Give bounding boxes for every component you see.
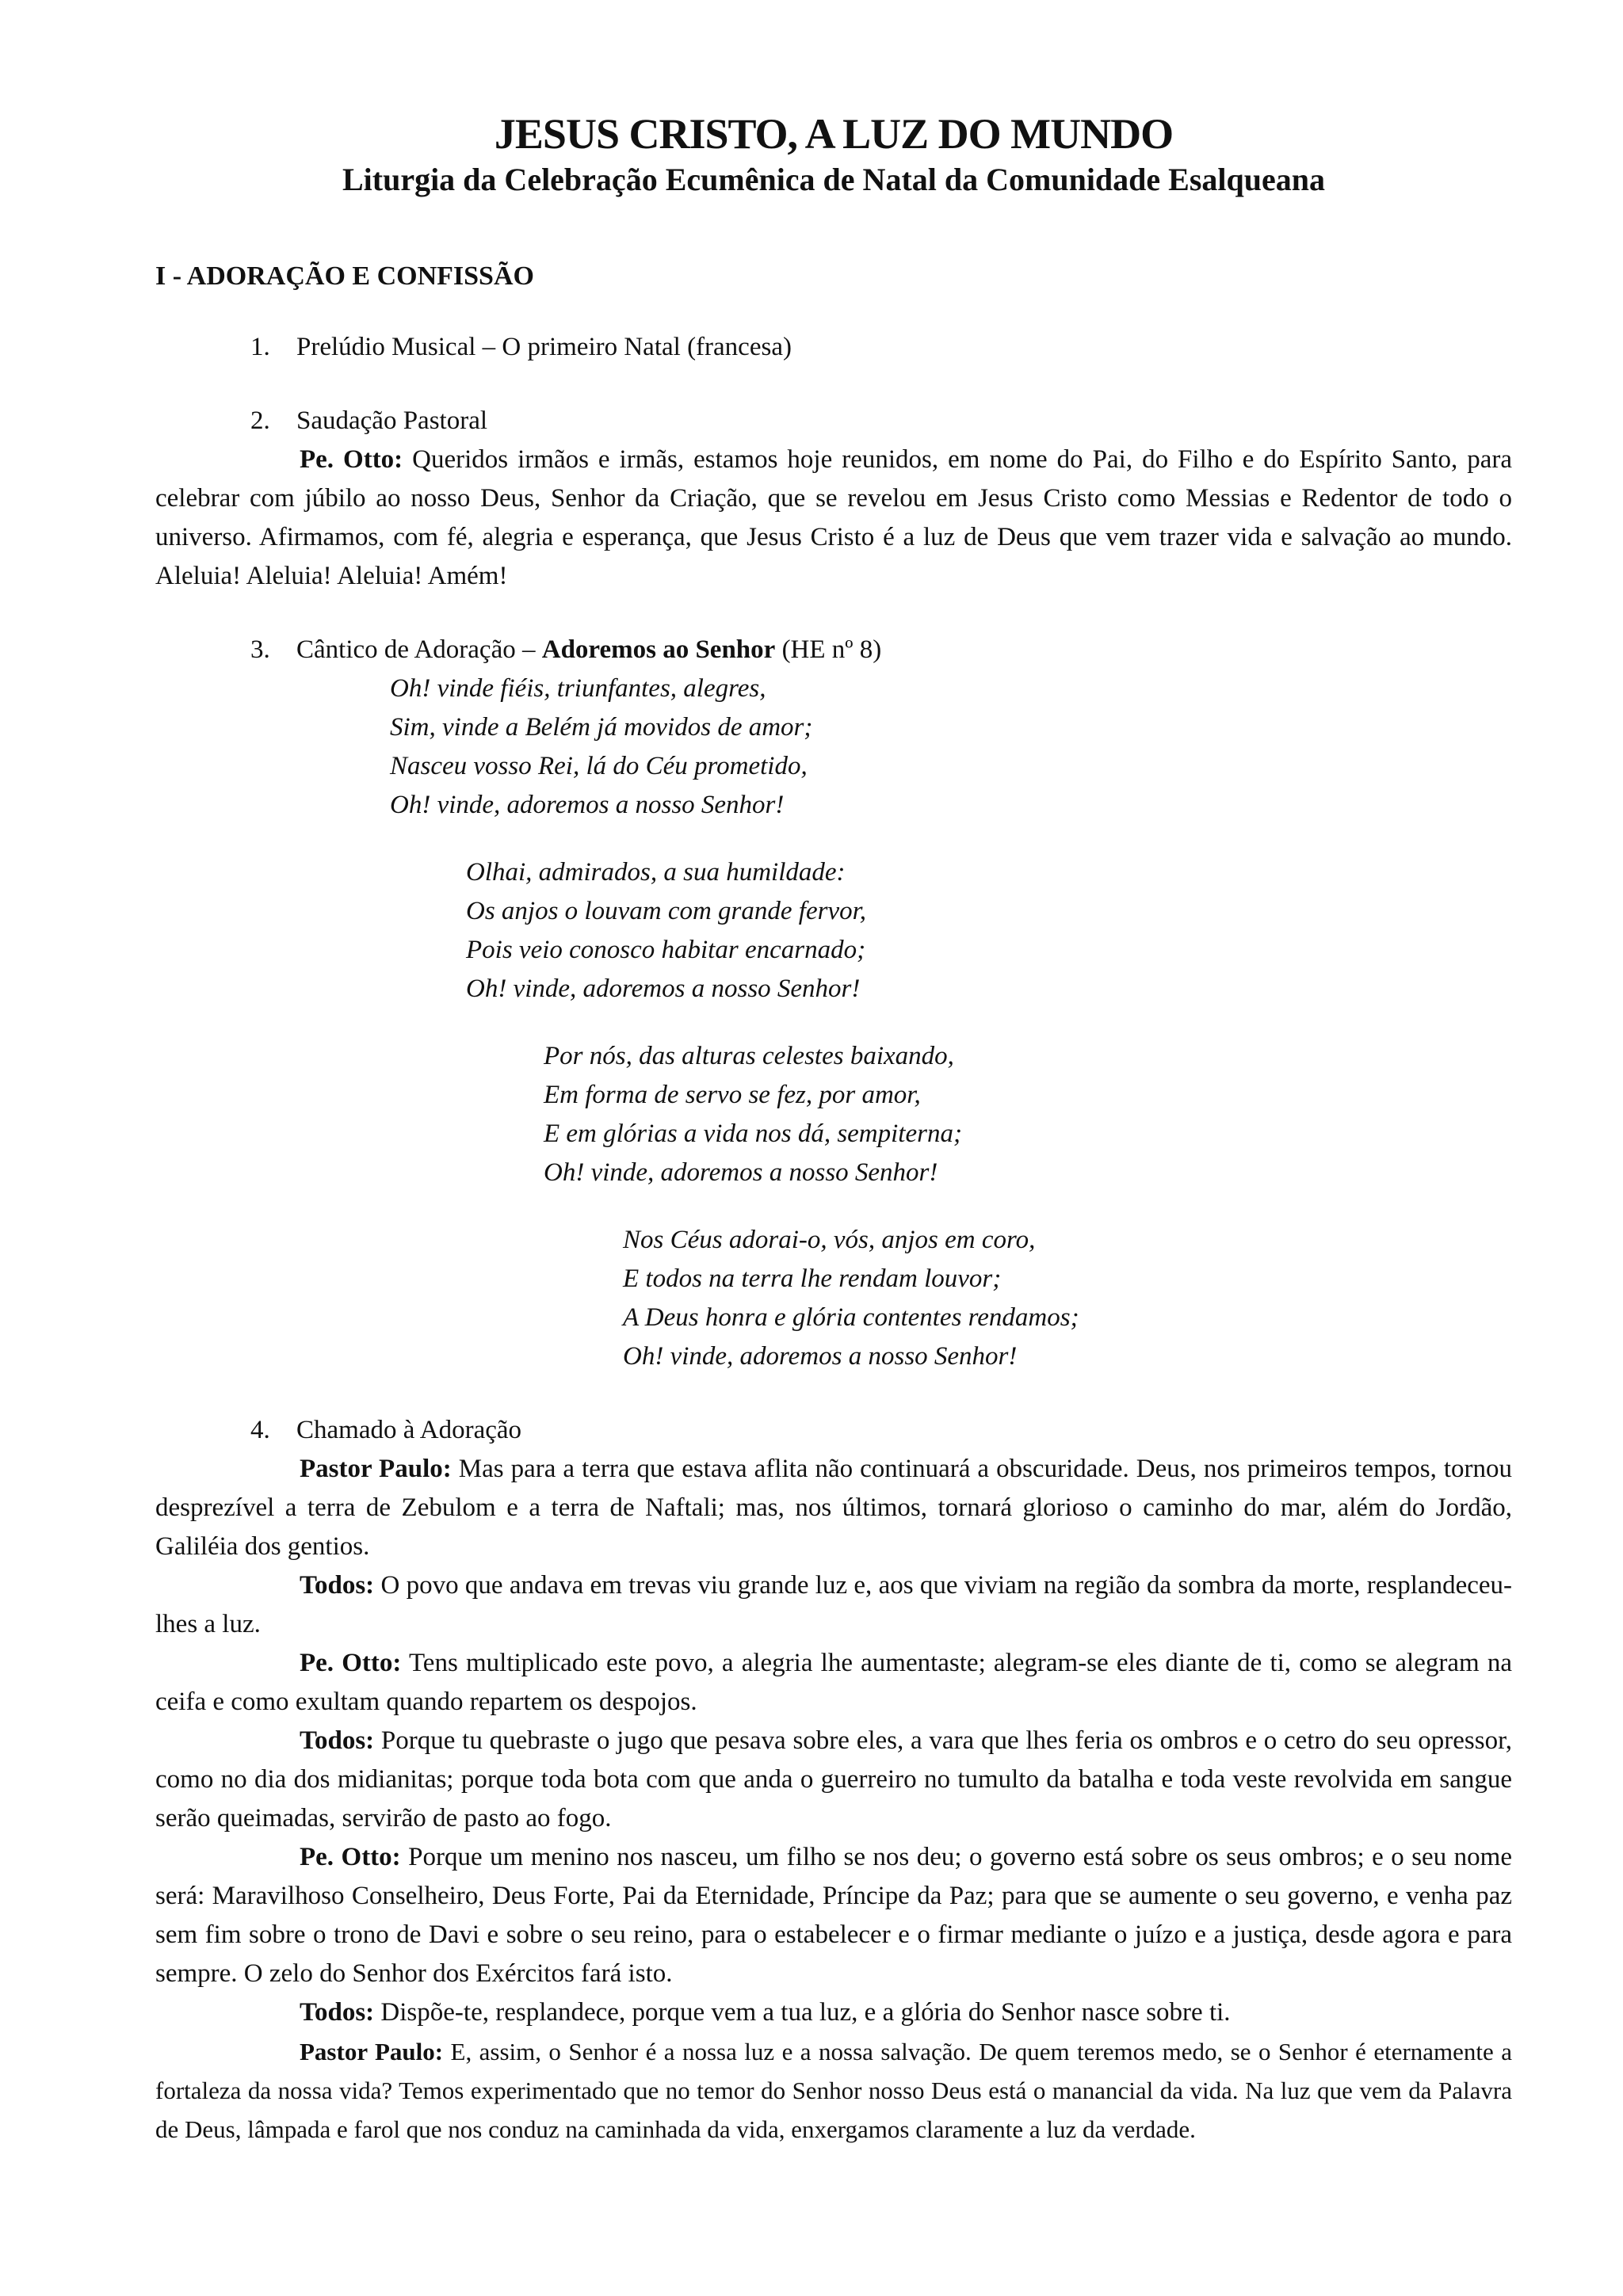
section-body xyxy=(155,328,1512,2149)
paragraph-text: E, assim, o Senhor é a nossa luz e a nossa salvação. De quem teremos medo, se o Senhor é eternamente a fortaleza da nossa vida? Temos experimentado que no temor do Senhor nosso Deus está o manancial da vida. Na luz que vem da Palavra de Deus, lâmpada e farol que nos conduz na caminhada da vida, enxergamos claramente a luz da verdade. xyxy=(155,2038,1512,2144)
stanza-line: E todos na terra lhe rendam louvor; xyxy=(623,1264,1002,1294)
speaker-label: Pe. Otto: xyxy=(300,1649,402,1678)
paragraph-text: Mas para a terra que estava aflita não continuará a obscuridade. Deus, nos primeiros tempos, tornou desprezível a terra de Zebulom e a terra de Naftali; mas, nos últimos, tornará glorioso o caminho do mar, além do Jordão, Galiléia dos gentios. xyxy=(155,1455,1512,1562)
stanza-line: Os anjos o louvam com grande fervor, xyxy=(466,897,867,926)
speaker-label: Pe. Otto: xyxy=(300,1843,401,1872)
paragraph-text: Tens multiplicado este povo, a alegria lhe aumentaste; alegram-se eles diante de ti, como se alegram na ceifa e como exultam quando repartem os despojos. xyxy=(155,1649,1512,1717)
responsive-paragraph xyxy=(155,1993,1512,2032)
stanza-line: Oh! vinde, adoremos a nosso Senhor! xyxy=(544,1158,938,1188)
stanza-line: Oh! vinde fiéis, triunfantes, alegres, xyxy=(390,674,766,704)
responsive-paragraph xyxy=(155,1644,1512,1722)
item-number: 3. xyxy=(250,635,270,665)
stanza-line: E em glórias a vida nos dá, sempiterna; xyxy=(544,1119,962,1149)
paragraph-text: Porque um menino nos nasceu, um filho se nos deu; o governo está sobre os seus ombros; e o seu nome será: Maravilhoso Conselheiro, Deus Forte, Pai da Eternidade, Príncipe da Paz; para que se aumente o seu governo, e venha paz sem fim sobre o trono de Davi e sobre o seu reino, para o estabelecer e o firmar mediante o juízo e a justiça, desde agora e para sempre. O zelo do Senhor dos Exércitos fará isto. xyxy=(155,1843,1512,1989)
hymn-stanza-4 xyxy=(623,1221,1512,1376)
stanza-line: Em forma de servo se fez, por amor, xyxy=(544,1081,921,1110)
document-page xyxy=(155,111,1512,2149)
stanza-line: Oh! vinde, adoremos a nosso Senhor! xyxy=(390,791,785,820)
speaker-label: Pe. Otto: xyxy=(300,445,403,475)
responsive-paragraph xyxy=(155,1566,1512,1644)
responsive-paragraph xyxy=(155,1450,1512,1566)
stanza-line: Por nós, das alturas celestes baixando, xyxy=(544,1042,954,1071)
paragraph-text: Dispõe-te, resplandece, porque vem a tua luz, e a glória do Senhor nasce sobre ti. xyxy=(374,1998,1231,2027)
paragraph-text: Porque tu quebraste o jugo que pesava sobre eles, a vara que lhes feria os ombros e o cetro do seu opressor, como no dia dos midianitas; porque toda bota com que anda o guerreiro no tumulto da batalha e toda veste revolvida em sangue serão queimadas, servirão de pasto ao fogo. xyxy=(155,1726,1512,1833)
document-subtitle: Liturgia da Celebração Ecumênica de Natal da Comunidade Esalqueana xyxy=(342,162,1326,198)
song-title: Adoremos ao Senhor xyxy=(541,635,776,665)
responsive-paragraph xyxy=(155,1722,1512,1838)
paragraph-text: O povo que andava em trevas viu grande luz e, aos que viviam na região da sombra da morte, resplandeceu-lhes a luz. xyxy=(155,1571,1512,1639)
item-4 xyxy=(250,1411,1512,1450)
stanza-line: Sim, vinde a Belém já movidos de amor; xyxy=(390,713,813,742)
item-number: 1. xyxy=(250,333,270,362)
stanza-line: Pois veio conosco habitar encarnado; xyxy=(466,936,866,965)
hymn-stanza-1 xyxy=(390,669,1512,825)
stanza-line: Olhai, admirados, a sua humildade: xyxy=(466,858,846,887)
speaker-label: Pastor Paulo: xyxy=(300,2038,444,2066)
speaker-label: Todos: xyxy=(300,1998,375,2027)
hymn-reference: (HE nº 8) xyxy=(775,635,882,665)
item-1 xyxy=(250,328,1512,367)
item-number: 2. xyxy=(250,406,270,436)
item-number: 4. xyxy=(250,1416,270,1445)
stanza-line: Oh! vinde, adoremos a nosso Senhor! xyxy=(623,1342,1018,1371)
item-title-prefix: Cântico de Adoração – xyxy=(296,635,542,665)
item-2 xyxy=(250,402,1512,441)
item-3 xyxy=(250,631,1512,669)
item-title: Prelúdio Musical – O primeiro Natal (francesa) xyxy=(296,333,792,362)
document-title: JESUS CRISTO, A LUZ DO MUNDO xyxy=(494,110,1174,158)
stanza-line: A Deus honra e glória contentes rendamos; xyxy=(623,1303,1079,1333)
stanza-line: Nasceu vosso Rei, lá do Céu prometido, xyxy=(390,752,808,781)
hymn-stanza-3 xyxy=(544,1037,1512,1192)
paragraph-text: Queridos irmãos e irmãs, estamos hoje reunidos, em nome do Pai, do Filho e do Espírito Santo, para celebrar com júbilo ao nosso Deus, Senhor da Criação, que se revelou em Jesus Cristo como Messias e Redentor de todo o universo. Afirmamos, com fé, alegria e esperança, que Jesus Cristo é a luz de Deus que vem trazer vida e salvação ao mundo. Aleluia! Aleluia! Aleluia! Amém! xyxy=(155,445,1512,591)
stanza-line: Nos Céus adorai-o, vós, anjos em coro, xyxy=(623,1226,1036,1255)
responsive-paragraph xyxy=(155,1838,1512,1993)
speaker-label: Pastor Paulo: xyxy=(300,1455,452,1484)
stanza-line: Oh! vinde, adoremos a nosso Senhor! xyxy=(466,974,861,1004)
responsive-paragraph xyxy=(155,2032,1512,2149)
item-title: Saudação Pastoral xyxy=(296,406,488,436)
greeting-paragraph xyxy=(155,441,1512,596)
hymn-stanza-2 xyxy=(466,853,1512,1009)
section-heading: I - ADORAÇÃO E CONFISSÃO xyxy=(155,261,534,292)
item-title: Chamado à Adoração xyxy=(296,1416,522,1445)
speaker-label: Todos: xyxy=(300,1726,375,1756)
speaker-label: Todos: xyxy=(300,1571,375,1600)
